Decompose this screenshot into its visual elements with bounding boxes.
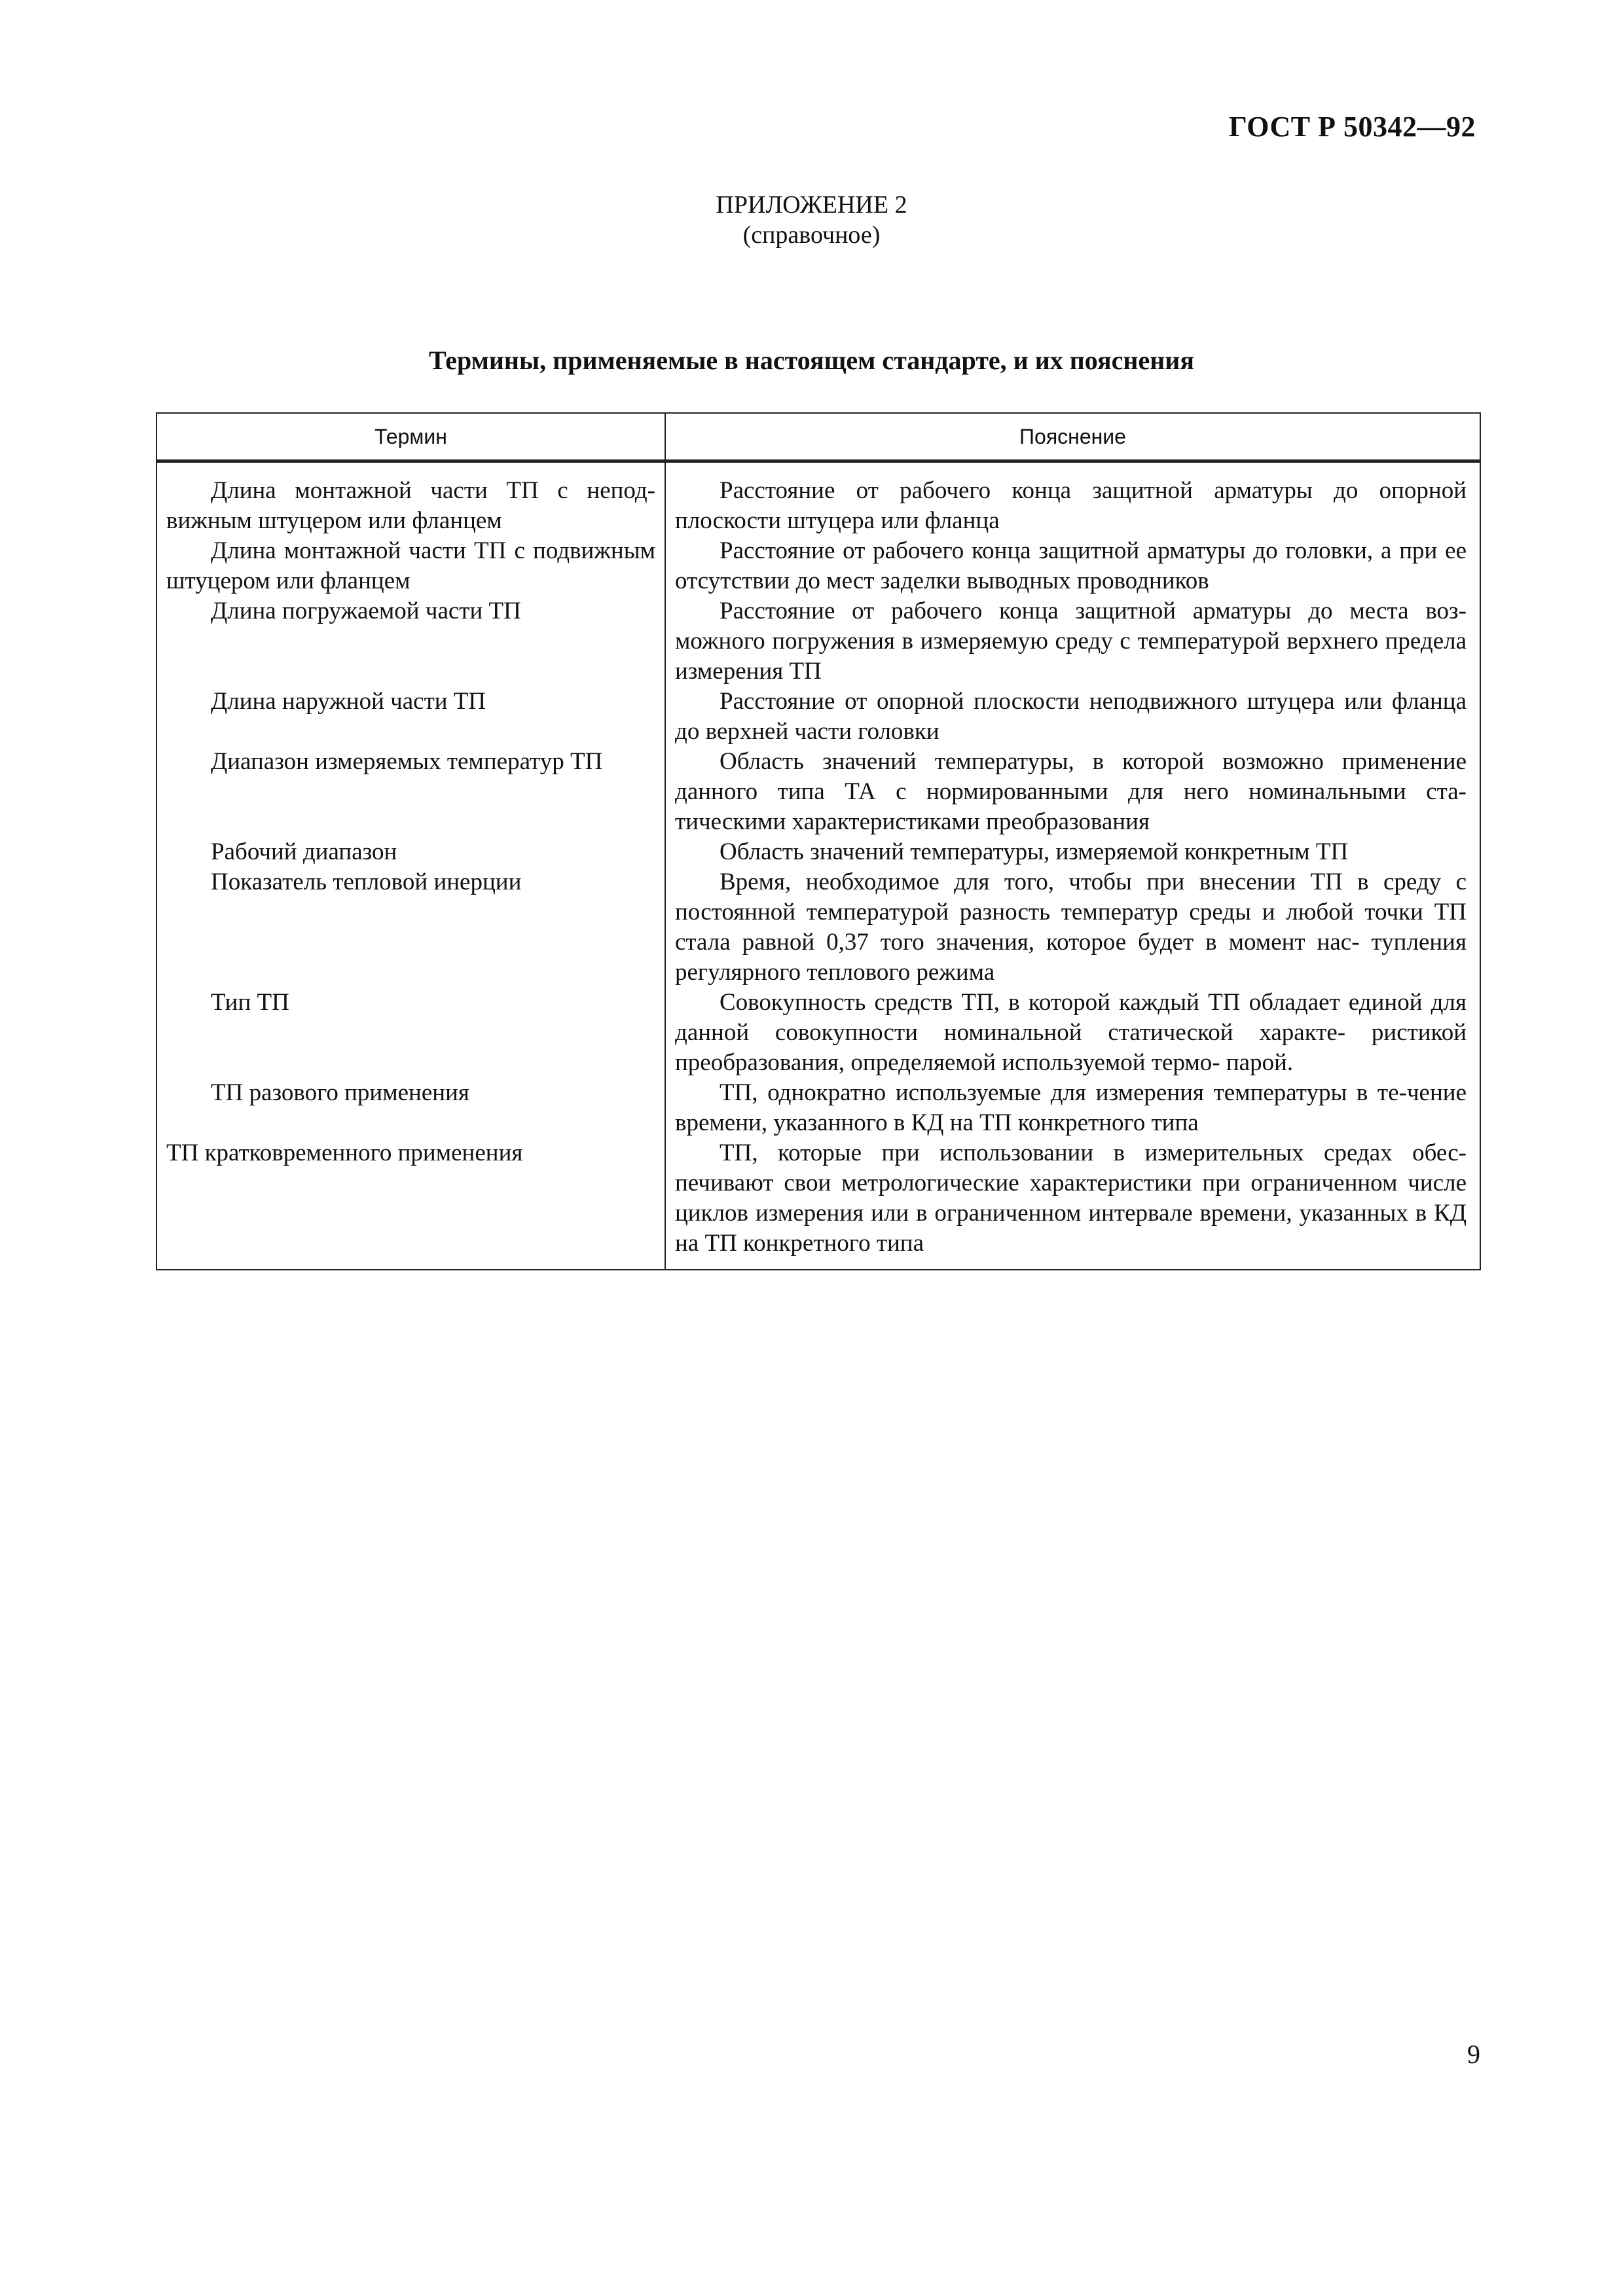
table-row (156, 1078, 1480, 1138)
table-row (156, 536, 1480, 596)
explanation-cell: Расстояние от рабочего конца защитной арматуры до места воз-можного погружения в измеряемую среду с температурой верхнего предела измерения ТП (675, 598, 1467, 685)
header-term: Термин (156, 413, 665, 461)
term-cell: Тип ТП (211, 989, 289, 1016)
explanation-cell: Время, необходимое для того, чтобы при внесении ТП в среду с постоянной температурой разность температур среды и любой точки ТП стала равной 0,37 того значения, которое будет в момент нас- тупления регулярного теплового режима (675, 869, 1467, 986)
table-row (156, 461, 1480, 537)
table-header-row (156, 413, 1480, 461)
terms-table (156, 412, 1481, 1270)
term-cell: Рабочий диапазон (211, 838, 397, 865)
page-number: 9 (1467, 2039, 1480, 2069)
term-cell: Длина монтажной части ТП с непод-вижным штуцером или фланцем (166, 477, 655, 534)
term-cell: ТП кратковременного применения (166, 1139, 523, 1166)
table-row (156, 687, 1480, 747)
term-cell: Показатель тепловой инерции (211, 869, 522, 895)
appendix-heading (0, 190, 1623, 250)
term-cell: Длина наружной части ТП (211, 688, 486, 715)
table-row (156, 867, 1480, 988)
term-cell: Диапазон измеряемых температур ТП (211, 748, 603, 775)
table-title: Термины, применяемые в настоящем стандарте, и их пояснения (429, 346, 1194, 375)
table-row (156, 1138, 1480, 1270)
explanation-cell: Совокупность средств ТП, в которой каждый ТП обладает единой для данной совокупности номинальной статической характе- ристикой преобразования, определяемой используемой термо- парой. (675, 989, 1467, 1076)
table-row (156, 837, 1480, 867)
table-row (156, 596, 1480, 687)
explanation-cell: Расстояние от рабочего конца защитной арматуры до опорной плоскости штуцера или фланца (675, 477, 1467, 534)
explanation-cell: ТП, которые при использовании в измерительных средах обес-печивают свои метрологические характеристики при ограниченном числе циклов измерения или в ограниченном интервале времени, указанных в КД на ТП конкретного типа (675, 1139, 1467, 1257)
explanation-cell: Область значений температуры, измеряемой конкретным ТП (720, 838, 1349, 865)
term-cell: ТП разового применения (211, 1079, 469, 1106)
header-explanation: Пояснение (665, 413, 1480, 461)
explanation-cell: Расстояние от опорной плоскости неподвижного штуцера или фланца до верхней части головки (675, 688, 1467, 745)
explanation-cell: ТП, однократно используемые для измерения температуры в те-чение времени, указанного в КД на ТП конкретного типа (675, 1079, 1467, 1136)
table-row (156, 988, 1480, 1078)
explanation-cell: Расстояние от рабочего конца защитной арматуры до головки, а при ее отсутствии до мест заделки выводных проводников (675, 537, 1467, 594)
document-number: ГОСТ Р 50342—92 (1228, 111, 1476, 143)
explanation-cell: Область значений температуры, в которой возможно применение данного типа ТА с нормированными для него номинальными ста- тическими характеристиками преобразования (675, 748, 1467, 835)
table-row (156, 747, 1480, 837)
term-cell: Длина монтажной части ТП с подвижным штуцером или фланцем (166, 537, 655, 594)
appendix-subtitle: (справочное) (742, 221, 881, 249)
appendix-title: ПРИЛОЖЕНИЕ 2 (716, 191, 907, 219)
term-cell: Длина погружаемой части ТП (211, 598, 521, 624)
